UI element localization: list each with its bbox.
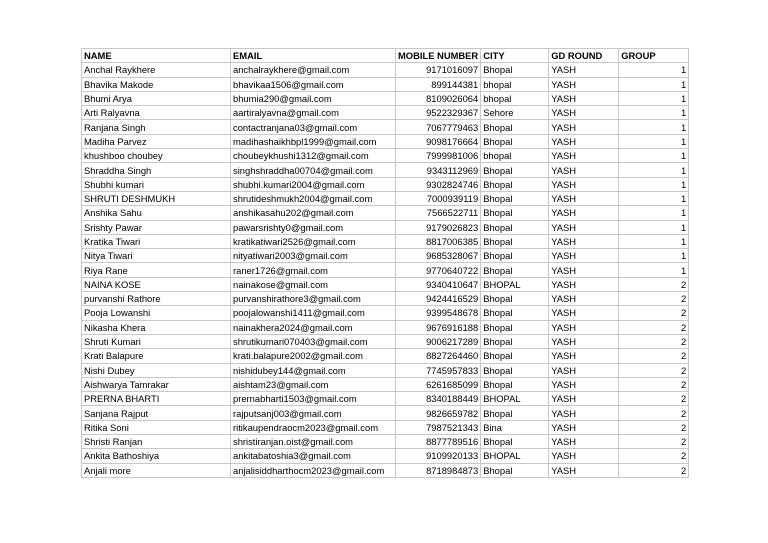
cell-city: Bhopal bbox=[481, 234, 549, 248]
table-row bbox=[82, 206, 689, 220]
cell-email: nityatiwari2003@gmail.com bbox=[231, 249, 396, 263]
cell-mobile-number: 9424416529 bbox=[396, 292, 481, 306]
table-row bbox=[82, 449, 689, 463]
table-row bbox=[82, 406, 689, 420]
cell-name: Srishty Pawar bbox=[82, 220, 231, 234]
cell-name: NAINA KOSE bbox=[82, 277, 231, 291]
cell-email: nainakhera2024@gmail.com bbox=[231, 320, 396, 334]
cell-gd-round: YASH bbox=[549, 249, 619, 263]
cell-name: purvanshi Rathore bbox=[82, 292, 231, 306]
cell-gd-round: YASH bbox=[549, 206, 619, 220]
cell-mobile-number: 9343112969 bbox=[396, 163, 481, 177]
cell-gd-round: YASH bbox=[549, 106, 619, 120]
cell-gd-round: YASH bbox=[549, 177, 619, 191]
cell-email: pawarsrishty0@gmail.com bbox=[231, 220, 396, 234]
cell-gd-round: YASH bbox=[549, 435, 619, 449]
cell-gd-round: YASH bbox=[549, 292, 619, 306]
cell-gd-round: YASH bbox=[549, 134, 619, 148]
cell-gd-round: YASH bbox=[549, 77, 619, 91]
cell-gd-round: YASH bbox=[549, 449, 619, 463]
cell-name: Anjali more bbox=[82, 463, 231, 477]
cell-email: shrutikumari070403@gmail.com bbox=[231, 334, 396, 348]
cell-email: ankitabatoshia3@gmail.com bbox=[231, 449, 396, 463]
cell-mobile-number: 9302824746 bbox=[396, 177, 481, 191]
table-row bbox=[82, 306, 689, 320]
cell-mobile-number: 8340188449 bbox=[396, 392, 481, 406]
cell-name: Ranjana Singh bbox=[82, 120, 231, 134]
cell-group: 2 bbox=[619, 320, 689, 334]
table-row bbox=[82, 263, 689, 277]
table-row bbox=[82, 91, 689, 105]
cell-gd-round: YASH bbox=[549, 163, 619, 177]
cell-city: Bhopal bbox=[481, 63, 549, 77]
table-row bbox=[82, 249, 689, 263]
table-row bbox=[82, 320, 689, 334]
cell-mobile-number: 9179026823 bbox=[396, 220, 481, 234]
table-row bbox=[82, 149, 689, 163]
cell-name: Anchal Raykhere bbox=[82, 63, 231, 77]
cell-name: Nikasha Khera bbox=[82, 320, 231, 334]
cell-group: 2 bbox=[619, 349, 689, 363]
cell-gd-round: YASH bbox=[549, 63, 619, 77]
cell-mobile-number: 7000939119 bbox=[396, 191, 481, 205]
cell-email: bhumia290@gmail.com bbox=[231, 91, 396, 105]
cell-mobile-number: 9399548678 bbox=[396, 306, 481, 320]
table-row bbox=[82, 363, 689, 377]
cell-group: 1 bbox=[619, 106, 689, 120]
cell-email: anjalisiddharthocm2023@gmail.com bbox=[231, 463, 396, 477]
table-row bbox=[82, 63, 689, 77]
cell-mobile-number: 8109026064 bbox=[396, 91, 481, 105]
cell-city: Bhopal bbox=[481, 292, 549, 306]
cell-mobile-number: 9340410647 bbox=[396, 277, 481, 291]
cell-group: 2 bbox=[619, 377, 689, 391]
cell-group: 2 bbox=[619, 420, 689, 434]
cell-mobile-number: 9770640722 bbox=[396, 263, 481, 277]
cell-group: 1 bbox=[619, 120, 689, 134]
cell-name: Riya Rane bbox=[82, 263, 231, 277]
cell-city: BHOPAL bbox=[481, 449, 549, 463]
cell-name: PRERNA BHARTI bbox=[82, 392, 231, 406]
cell-group: 2 bbox=[619, 334, 689, 348]
cell-group: 1 bbox=[619, 263, 689, 277]
cell-group: 2 bbox=[619, 292, 689, 306]
cell-city: Bhopal bbox=[481, 120, 549, 134]
cell-group: 2 bbox=[619, 435, 689, 449]
cell-email: madihashaikhbpl1999@gmail.com bbox=[231, 134, 396, 148]
cell-city: bhopal bbox=[481, 91, 549, 105]
cell-mobile-number: 9109920133 bbox=[396, 449, 481, 463]
cell-mobile-number: 8718984873 bbox=[396, 463, 481, 477]
cell-gd-round: YASH bbox=[549, 334, 619, 348]
cell-email: contactranjana03@gmail.com bbox=[231, 120, 396, 134]
cell-city: bhopal bbox=[481, 77, 549, 91]
cell-email: shristiranjan.oist@gmail.com bbox=[231, 435, 396, 449]
cell-email: aishtam23@gmail.com bbox=[231, 377, 396, 391]
cell-group: 2 bbox=[619, 363, 689, 377]
cell-name: Kratika Tiwari bbox=[82, 234, 231, 248]
cell-city: Bhopal bbox=[481, 406, 549, 420]
header-row bbox=[82, 49, 689, 63]
cell-email: prernabharti1503@gmail.com bbox=[231, 392, 396, 406]
cell-city: Bhopal bbox=[481, 463, 549, 477]
cell-name: Arti Ralyavna bbox=[82, 106, 231, 120]
table-row bbox=[82, 120, 689, 134]
cell-gd-round: YASH bbox=[549, 306, 619, 320]
table-row bbox=[82, 191, 689, 205]
cell-name: Shubhi kumari bbox=[82, 177, 231, 191]
cell-city: Bhopal bbox=[481, 220, 549, 234]
cell-name: Bhumi Arya bbox=[82, 91, 231, 105]
cell-email: aartiralyavna@gmail.com bbox=[231, 106, 396, 120]
cell-mobile-number: 9685328067 bbox=[396, 249, 481, 263]
cell-email: choubeykhushi1312@gmail.com bbox=[231, 149, 396, 163]
table-row bbox=[82, 463, 689, 477]
cell-mobile-number: 8827264460 bbox=[396, 349, 481, 363]
cell-group: 1 bbox=[619, 191, 689, 205]
cell-group: 1 bbox=[619, 234, 689, 248]
header-city: CITY bbox=[481, 49, 549, 63]
cell-name: Sanjana Rajput bbox=[82, 406, 231, 420]
cell-name: Shristi Ranjan bbox=[82, 435, 231, 449]
cell-city: Bhopal bbox=[481, 134, 549, 148]
table-row bbox=[82, 420, 689, 434]
cell-group: 1 bbox=[619, 63, 689, 77]
cell-gd-round: YASH bbox=[549, 349, 619, 363]
cell-mobile-number: 7067779463 bbox=[396, 120, 481, 134]
table-row bbox=[82, 292, 689, 306]
cell-name: Ankita Bathoshiya bbox=[82, 449, 231, 463]
cell-gd-round: YASH bbox=[549, 420, 619, 434]
table-row bbox=[82, 77, 689, 91]
cell-city: BHOPAL bbox=[481, 277, 549, 291]
header-group: GROUP bbox=[619, 49, 689, 63]
cell-name: Krati Balapure bbox=[82, 349, 231, 363]
cell-gd-round: YASH bbox=[549, 463, 619, 477]
cell-email: nainakose@gmail.com bbox=[231, 277, 396, 291]
cell-group: 2 bbox=[619, 449, 689, 463]
cell-group: 1 bbox=[619, 220, 689, 234]
cell-email: anshikasahu202@gmail.com bbox=[231, 206, 396, 220]
cell-mobile-number: 9676916188 bbox=[396, 320, 481, 334]
table-row bbox=[82, 234, 689, 248]
cell-group: 1 bbox=[619, 91, 689, 105]
cell-email: rajputsanj003@gmail.com bbox=[231, 406, 396, 420]
cell-name: Shruti Kumari bbox=[82, 334, 231, 348]
header-email: EMAIL bbox=[231, 49, 396, 63]
header-mobile-number: MOBILE NUMBER bbox=[396, 49, 481, 63]
cell-email: bhavikaa1506@gmail.com bbox=[231, 77, 396, 91]
cell-city: Bhopal bbox=[481, 306, 549, 320]
cell-group: 1 bbox=[619, 177, 689, 191]
cell-name: Madiha Parvez bbox=[82, 134, 231, 148]
cell-gd-round: YASH bbox=[549, 220, 619, 234]
cell-gd-round: YASH bbox=[549, 377, 619, 391]
cell-gd-round: YASH bbox=[549, 191, 619, 205]
table-row bbox=[82, 220, 689, 234]
cell-mobile-number: 7987521343 bbox=[396, 420, 481, 434]
cell-city: Bhopal bbox=[481, 163, 549, 177]
cell-gd-round: YASH bbox=[549, 234, 619, 248]
cell-city: Bhopal bbox=[481, 377, 549, 391]
cell-city: Bhopal bbox=[481, 249, 549, 263]
cell-gd-round: YASH bbox=[549, 149, 619, 163]
cell-gd-round: YASH bbox=[549, 392, 619, 406]
cell-name: Anshika Sahu bbox=[82, 206, 231, 220]
table-row bbox=[82, 349, 689, 363]
cell-email: purvanshirathore3@gmail.com bbox=[231, 292, 396, 306]
cell-group: 1 bbox=[619, 249, 689, 263]
cell-name: Bhavika Makode bbox=[82, 77, 231, 91]
cell-gd-round: YASH bbox=[549, 363, 619, 377]
cell-city: Bhopal bbox=[481, 349, 549, 363]
cell-mobile-number: 9006217289 bbox=[396, 334, 481, 348]
cell-city: Bhopal bbox=[481, 363, 549, 377]
table-row bbox=[82, 277, 689, 291]
header-name: NAME bbox=[82, 49, 231, 63]
table-row bbox=[82, 134, 689, 148]
cell-gd-round: YASH bbox=[549, 120, 619, 134]
participants-table bbox=[81, 48, 689, 478]
cell-city: bhopal bbox=[481, 149, 549, 163]
cell-group: 2 bbox=[619, 277, 689, 291]
cell-city: Bina bbox=[481, 420, 549, 434]
cell-gd-round: YASH bbox=[549, 406, 619, 420]
cell-mobile-number: 6261685099 bbox=[396, 377, 481, 391]
cell-city: Bhopal bbox=[481, 334, 549, 348]
cell-city: Sehore bbox=[481, 106, 549, 120]
header-gd-round: GD ROUND bbox=[549, 49, 619, 63]
cell-email: raner1726@gmail.com bbox=[231, 263, 396, 277]
table-row bbox=[82, 163, 689, 177]
cell-name: Pooja Lowanshi bbox=[82, 306, 231, 320]
cell-email: kratikatiwari2526@gmail.com bbox=[231, 234, 396, 248]
cell-group: 1 bbox=[619, 134, 689, 148]
cell-mobile-number: 8817006385 bbox=[396, 234, 481, 248]
cell-gd-round: YASH bbox=[549, 263, 619, 277]
cell-mobile-number: 7999981006 bbox=[396, 149, 481, 163]
cell-mobile-number: 9171016097 bbox=[396, 63, 481, 77]
cell-group: 2 bbox=[619, 306, 689, 320]
table-row bbox=[82, 334, 689, 348]
table-row bbox=[82, 392, 689, 406]
table-row bbox=[82, 106, 689, 120]
cell-group: 2 bbox=[619, 463, 689, 477]
table-row bbox=[82, 377, 689, 391]
cell-email: krati.balapure2002@gmail.com bbox=[231, 349, 396, 363]
cell-email: shubhi.kumari2004@gmail.com bbox=[231, 177, 396, 191]
cell-name: Shraddha Singh bbox=[82, 163, 231, 177]
cell-email: anchalraykhere@gmail.com bbox=[231, 63, 396, 77]
cell-email: poojalowanshi1411@gmail.com bbox=[231, 306, 396, 320]
cell-mobile-number: 8877789516 bbox=[396, 435, 481, 449]
cell-city: Bhopal bbox=[481, 177, 549, 191]
cell-group: 2 bbox=[619, 392, 689, 406]
cell-city: BHOPAL bbox=[481, 392, 549, 406]
cell-email: singhshraddha00704@gmail.com bbox=[231, 163, 396, 177]
cell-name: khushboo choubey bbox=[82, 149, 231, 163]
cell-mobile-number: 9522329367 bbox=[396, 106, 481, 120]
cell-group: 1 bbox=[619, 149, 689, 163]
cell-name: Aishwarya Tamrakar bbox=[82, 377, 231, 391]
cell-mobile-number: 7566522711 bbox=[396, 206, 481, 220]
cell-email: shrutideshmukh2004@gmail.com bbox=[231, 191, 396, 205]
cell-mobile-number: 899144381 bbox=[396, 77, 481, 91]
cell-gd-round: YASH bbox=[549, 320, 619, 334]
cell-city: Bhopal bbox=[481, 435, 549, 449]
cell-name: SHRUTI DESHMUKH bbox=[82, 191, 231, 205]
table-row bbox=[82, 435, 689, 449]
cell-mobile-number: 9826659782 bbox=[396, 406, 481, 420]
cell-mobile-number: 7745957833 bbox=[396, 363, 481, 377]
cell-name: Nitya Tiwari bbox=[82, 249, 231, 263]
cell-group: 1 bbox=[619, 206, 689, 220]
cell-gd-round: YASH bbox=[549, 91, 619, 105]
cell-group: 1 bbox=[619, 163, 689, 177]
cell-name: Ritika Soni bbox=[82, 420, 231, 434]
cell-city: Bhopal bbox=[481, 206, 549, 220]
table-body bbox=[82, 63, 689, 478]
cell-city: Bhopal bbox=[481, 263, 549, 277]
cell-city: Bhopal bbox=[481, 320, 549, 334]
cell-email: nishidubey144@gmail.com bbox=[231, 363, 396, 377]
cell-city: Bhopal bbox=[481, 191, 549, 205]
cell-email: ritikaupendraocm2023@gmail.com bbox=[231, 420, 396, 434]
table-row bbox=[82, 177, 689, 191]
cell-gd-round: YASH bbox=[549, 277, 619, 291]
cell-name: Nishi Dubey bbox=[82, 363, 231, 377]
cell-group: 2 bbox=[619, 406, 689, 420]
cell-mobile-number: 9098176664 bbox=[396, 134, 481, 148]
cell-group: 1 bbox=[619, 77, 689, 91]
